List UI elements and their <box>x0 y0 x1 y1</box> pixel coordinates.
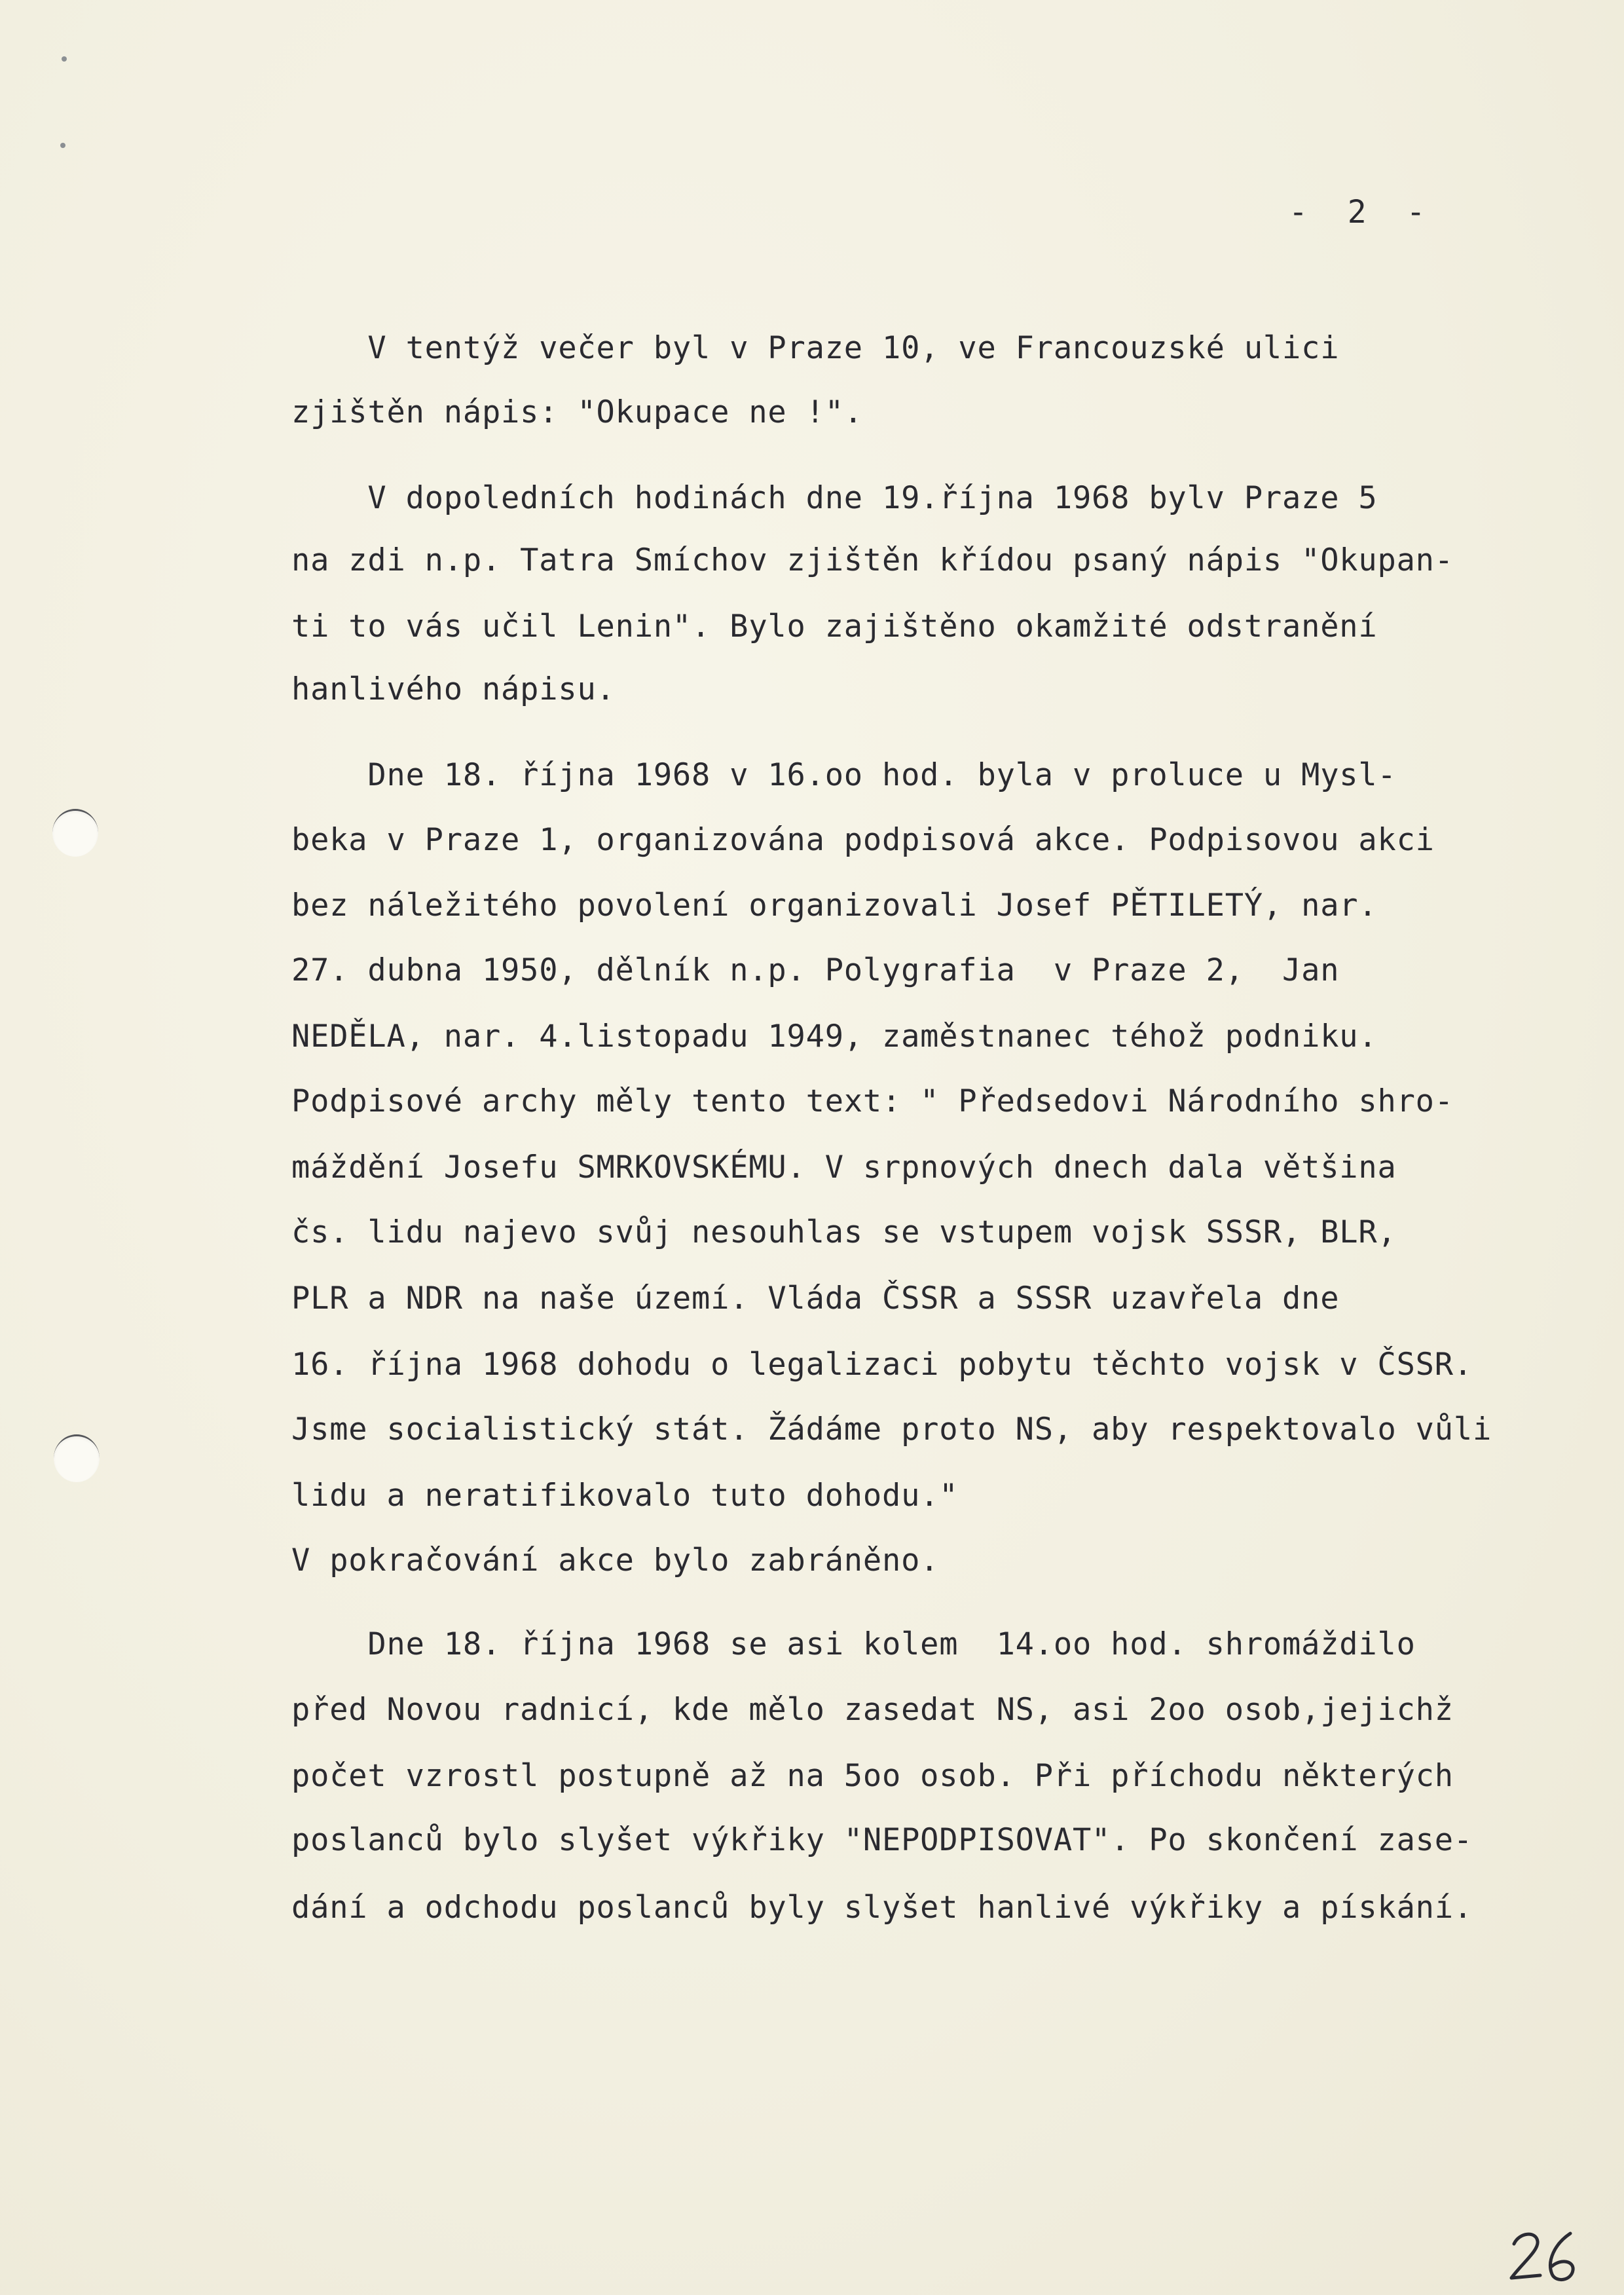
text-line: 16. října 1968 dohodu o legalizaci pobytu těchto vojsk v ČSSR. <box>291 1347 1473 1383</box>
text-line: hanlivého nápisu. <box>291 671 616 707</box>
text-line: NEDĚLA, nar. 4.listopadu 1949, zaměstnanec téhož podniku. <box>291 1018 1378 1054</box>
paper-speck <box>60 143 65 148</box>
text-line: lidu a neratifikovalo tuto dohodu." <box>291 1478 959 1514</box>
text-line: zjištěn nápis: "Okupace ne !". <box>291 394 863 430</box>
text-line: PLR a NDR na naše území. Vláda ČSSR a SSSR uzavřela dne <box>291 1280 1340 1316</box>
paper-speck <box>62 56 67 62</box>
text-line: čs. lidu najevo svůj nesouhlas se vstupem vojsk SSSR, BLR, <box>291 1214 1397 1250</box>
text-line: beka v Praze 1, organizována podpisová akce. Podpisovou akci <box>291 822 1435 858</box>
text-line: V pokračování akce bylo zabráněno. <box>291 1542 940 1578</box>
text-line: před Novou radnicí, kde mělo zasedat NS, asi 2oo osob,jejichž <box>291 1692 1454 1728</box>
text-line: V tentýž večer byl v Praze 10, ve Francouzské ulici <box>291 330 1340 366</box>
punch-hole-top <box>52 809 98 857</box>
text-line: Jsme socialistický stát. Žádáme proto NS, aby respektovalo vůli <box>291 1411 1492 1447</box>
text-line: máždění Josefu SMRKOVSKÉMU. V srpnových dnech dala většina <box>291 1149 1397 1185</box>
text-line: 27. dubna 1950, dělník n.p. Polygrafia v Praze 2, Jan <box>291 952 1340 988</box>
text-line: V dopoledních hodinách dne 19.října 1968 bylv Praze 5 <box>291 480 1378 516</box>
punch-hole-bottom <box>54 1434 100 1482</box>
text-line: dání a odchodu poslanců byly slyšet hanlivé výkřiky a pískání. <box>291 1890 1473 1926</box>
page-number: - 2 - <box>1289 194 1436 231</box>
text-line: Dne 18. října 1968 v 16.oo hod. byla v proluce u Mysl- <box>291 757 1397 793</box>
handwritten-folio-number <box>1506 2227 1585 2286</box>
text-line: Dne 18. října 1968 se asi kolem 14.oo hod. shromáždilo <box>291 1626 1416 1662</box>
text-line: poslanců bylo slyšet výkřiky "NEPODPISOVAT". Po skončení zase- <box>291 1822 1473 1858</box>
text-line: bez náležitého povolení organizovali Josef PĚTILETÝ, nar. <box>291 887 1378 924</box>
text-line: ti to vás učil Lenin". Bylo zajištěno okamžité odstranění <box>291 608 1378 644</box>
text-line: počet vzrostl postupně až na 5oo osob. Při příchodu některých <box>291 1758 1454 1794</box>
text-line: na zdi n.p. Tatra Smíchov zjištěn křídou psaný nápis "Okupan- <box>291 542 1454 578</box>
text-line: Podpisové archy měly tento text: " Předsedovi Národního shro- <box>291 1083 1454 1119</box>
